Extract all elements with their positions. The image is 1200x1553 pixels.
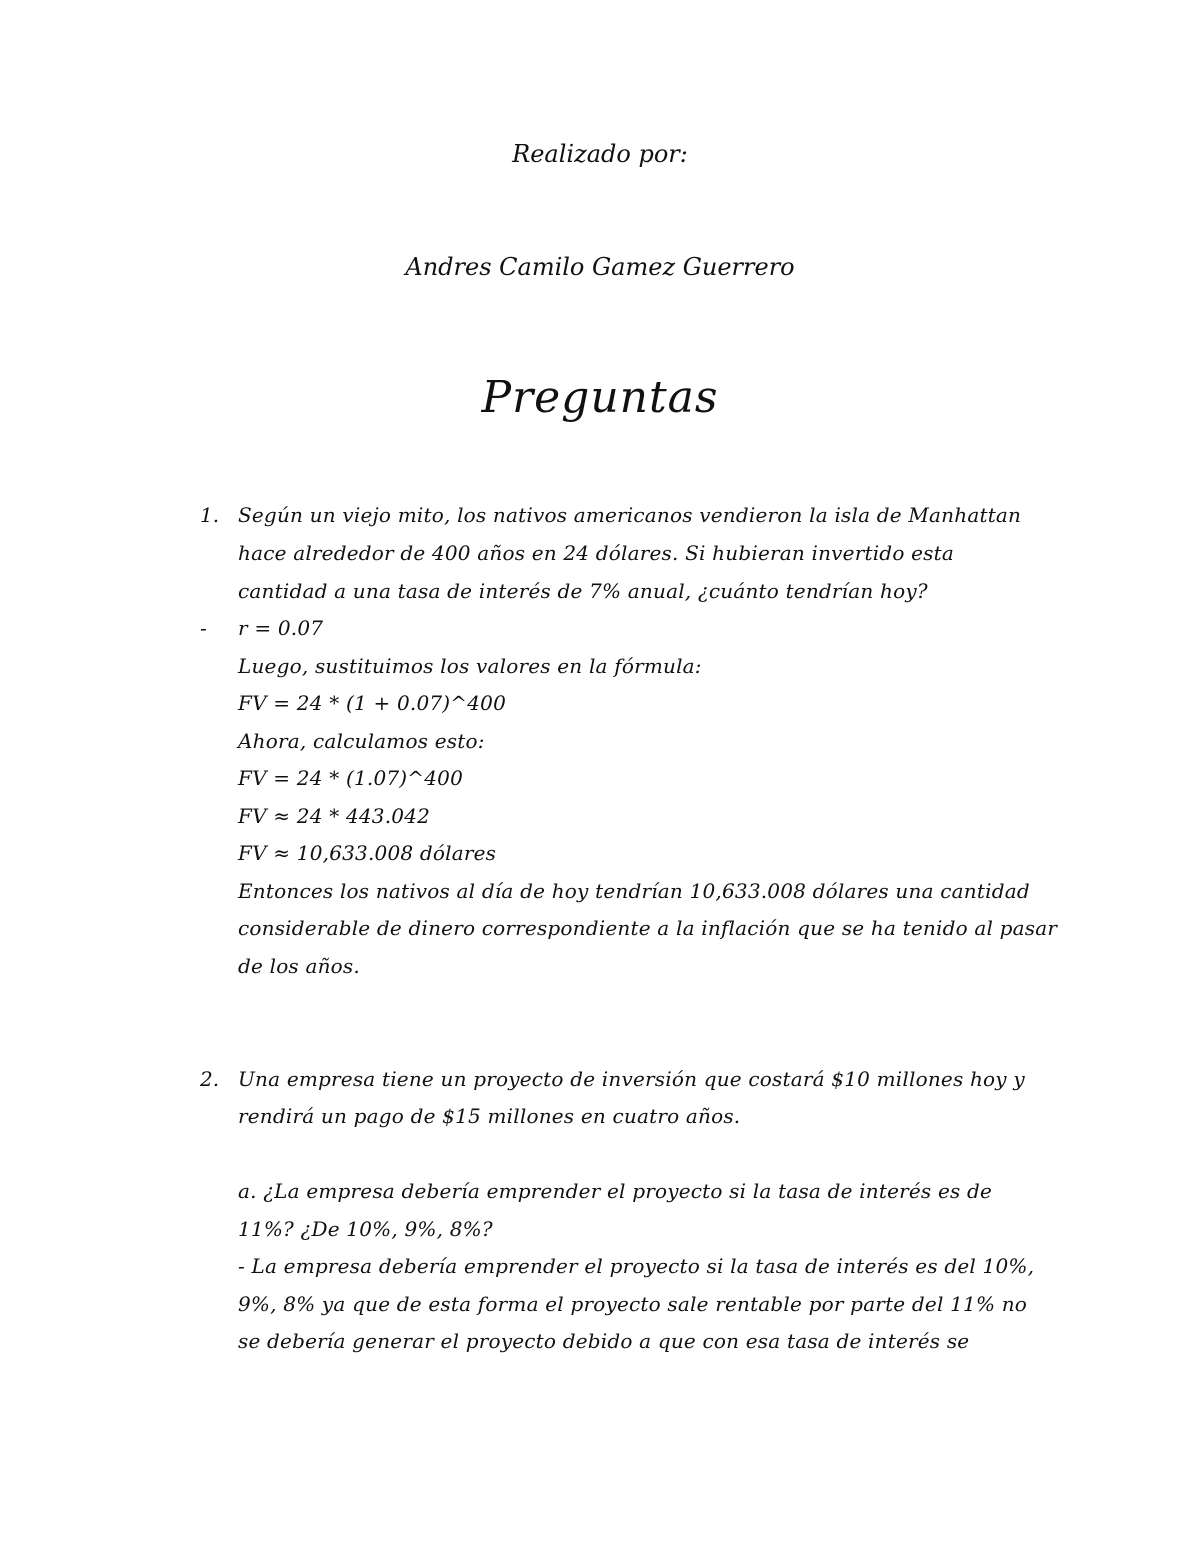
question-1-line: cantidad a una tasa de interés de 7% anual, ¿cuánto tendrían hoy? <box>238 579 928 603</box>
author-label: Realizado por: <box>512 140 688 168</box>
question-2a-line: 11%? ¿De 10%, 9%, 8%? <box>238 1217 493 1241</box>
answer-1-line: FV ≈ 10,633.008 dólares <box>238 841 497 865</box>
answer-1-line: Ahora, calculamos esto: <box>238 729 485 753</box>
answer-1-line: de los años. <box>238 954 360 978</box>
answer-1-line: FV ≈ 24 * 443.042 <box>238 804 431 828</box>
question-2-line: rendirá un pago de $15 millones en cuatro años. <box>238 1104 741 1128</box>
author-name: Andres Camilo Gamez Guerrero <box>405 253 795 281</box>
answer-2a-line: se debería generar el proyecto debido a que con esa tasa de interés se <box>238 1329 970 1353</box>
question-2a-line: a. ¿La empresa debería emprender el proyecto si la tasa de interés es de <box>238 1179 993 1203</box>
question-2-number: 2. <box>200 1067 220 1091</box>
answer-1-line: considerable de dinero correspondiente a la inflación que se ha tenido al pasar <box>238 916 1058 940</box>
answer-1-line: Luego, sustituimos los valores en la fórmula: <box>238 654 702 678</box>
answer-1-line: Entonces los nativos al día de hoy tendrían 10,633.008 dólares una cantidad <box>238 879 1030 903</box>
question-1-number: 1. <box>200 503 220 527</box>
answer-1-marker: - <box>200 616 207 640</box>
question-1-line: hace alrededor de 400 años en 24 dólares. Si hubieran invertido esta <box>238 541 954 565</box>
answer-2a-line: - La empresa debería emprender el proyecto si la tasa de interés es del 10%, <box>238 1254 1035 1278</box>
question-2-line: Una empresa tiene un proyecto de inversión que costará $10 millones hoy y <box>238 1067 1025 1091</box>
answer-1-line: r = 0.07 <box>238 616 324 640</box>
page-title: Preguntas <box>481 372 719 423</box>
answer-2a-line: 9%, 8% ya que de esta forma el proyecto sale rentable por parte del 11% no <box>238 1292 1028 1316</box>
answer-1-line: FV = 24 * (1.07)^400 <box>238 766 464 790</box>
question-1-line: Según un viejo mito, los nativos americanos vendieron la isla de Manhattan <box>238 503 1022 527</box>
answer-1-line: FV = 24 * (1 + 0.07)^400 <box>238 691 507 715</box>
